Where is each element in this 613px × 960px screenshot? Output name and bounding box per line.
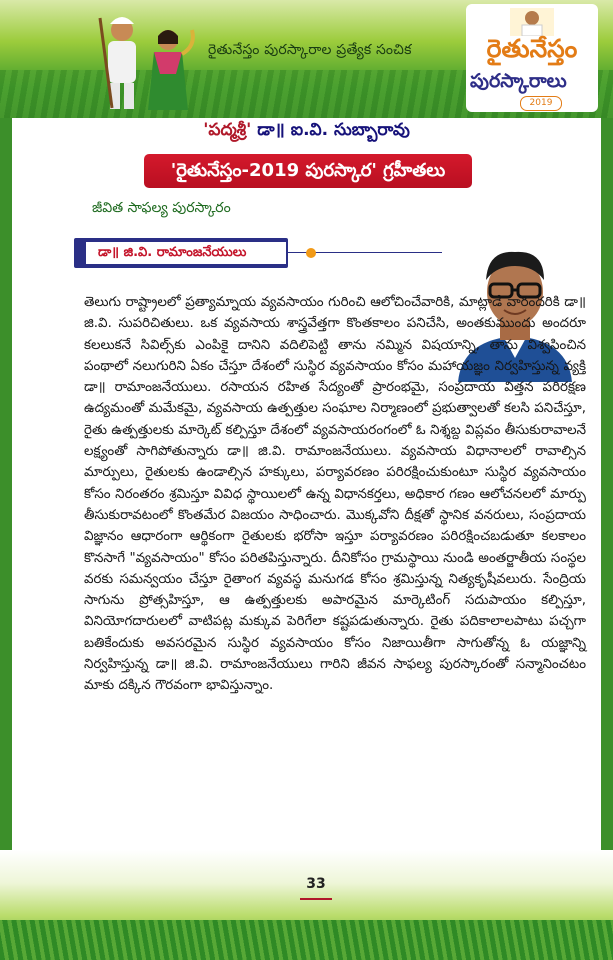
page-number-rule	[300, 898, 332, 900]
award-headline	[12, 120, 601, 144]
page-number: 33	[306, 876, 326, 892]
logo-subtitle: పురస్కారాలు	[470, 70, 567, 92]
left-border-stripe	[0, 118, 12, 960]
recipient-name-bar	[74, 238, 314, 268]
award-title-banner	[144, 154, 472, 188]
portrait-icon	[510, 8, 554, 36]
award-category: జీవిత సాఫల్య పురస్కారం	[92, 200, 231, 216]
logo-title: రైతునేస్తం	[486, 34, 578, 63]
magazine-caption: రైతునేస్తం పురస్కారాల ప్రత్యేక సంచిక	[208, 42, 412, 58]
article-paragraph: తెలుగు రాష్ట్రాలలో ప్రత్యామ్నాయ వ్యవసాయం గురించి ఆలోచించేవారికి, మాట్లాడే వారందరికి డా॥ జి.వి. సుపరిచితులు. ఒక వ్యవసాయ శాస్త్రవేత్తగా కొంతకాలం పనిచేసి, అంతకుముందు అందరూ కలలుకనే సివిల్స్‌కు ఎంపికై దానిని వదిలిపెట్టి తాను నమ్మిన విషయాన్ని, తాను విశ్వసించిన పంథాలో నలుగురిని ఏకం చేస్తూ దేశంలో సుస్థిర వ్యవసాయం కోసం మహాయజ్ఞం నిర్వహిస్తున్న వ్యక్తి డా॥ రామాంజనేయులు. రసాయన రహిత సేద్యంతో ప్రారంభమై, సంప్రదాయ విత్తన పరిరక్షణ ఉద్యమంతో మమేకమై, వ్యవసాయ ఉత్పత్తుల సంఘాల నిర్మాణంలో ప్రభుత్వాలతో కలసి పనిచేస్తూ, రైతు ఉత్పత్తులకు మార్కెట్ కల్పిస్తూ దేశంలో వ్యవసాయరంగంలో ఓ నిశ్శబ్ద విప్లవం తీసుకురావాలనే లక్ష్యంతో సాగిపోతున్నారు డా॥ జి.వి. రామాంజనేయులు. వ్యవసాయ విధానాలలో రావాల్సిన మార్పులు, రైతులకు ఉండాల్సిన హక్కులు, పర్యావరణం పరిరక్షించుకుంటూ సుస్థిర వ్యవసాయం కోసం నిరంతరం శ్రమిస్తూ వివిధ స్థాయిలలో ఉన్న విధానకర్తలు, అధికార గణం ఆలోచనలలో మార్పు తీసుకురావటంలో కొంతమేర విజయం సాధించారు. మొక్కవోని దీక్షతో స్థానిక వనరులు, సంప్రదాయ విజ్ఞానం ఆధారంగా ఆర్థికంగా రైతులకు భరోసా ఇస్తూ పర్యావరణం పరిరక్షించబడుతూ కలకాలం కొనసాగే "వ్యవసాయం" కోసం పరితపిస్తున్నారు. దీనికోసం గ్రామస్థాయి నుండి అంతర్జాతీయ సంస్థల వరకు సమన్వయం చేస్తూ రైతాంగ వ్యవస్థ మనుగడ కోసం శ్రమిస్తున్న నిత్యకృషీవలురు. సేంద్రియ సాగును ప్రోత్సహిస్తూ, ఆ ఉత్పత్తులకు అపారమైన మార్కెటింగ్ సదుపాయం కల్పిస్తూ, వినియోగదారులలో వాటిపట్ల మక్కువ పెరిగేలా కష్టపడుతున్నారు. రైతు పదికాలాలపాటు పచ్చగా బతికేందుకు అవసరమైన సుస్థిర వ్యవసాయం కోసం నిజాయితీగా సాగుతోన్న ఓ యజ్ఞాన్ని నిర్వహిస్తున్న డా॥ జి.వి. రామాంజనేయులు గారిని జీవన సాఫల్య పురస్కారంతో సన్మానించటం మాకు దక్కిన గౌరవంగా భావిస్తున్నాం.	[84, 295, 586, 694]
logo-year: 2019	[520, 96, 562, 111]
banner-left-mark	[120, 164, 134, 178]
grass-pattern	[0, 920, 613, 960]
headline-name: డా॥ ఐ.వి. సుబ్బారావు	[251, 120, 410, 140]
right-border-stripe	[601, 118, 613, 960]
name-bar-dot	[306, 248, 316, 258]
banner-right-mark	[482, 164, 496, 178]
headline-honorific: 'పద్మశ్రీ'	[203, 120, 252, 140]
footer-banner	[0, 850, 613, 960]
article-body	[84, 292, 586, 697]
award-title: 'రైతునేస్తం-2019 పురస్కార' గ్రహీతలు	[170, 160, 446, 181]
recipient-name: డా॥ జి.వి. రామాంజనేయులు	[86, 242, 286, 264]
raithunestham-logo	[466, 4, 598, 112]
farmer-couple-illustration	[92, 10, 202, 112]
